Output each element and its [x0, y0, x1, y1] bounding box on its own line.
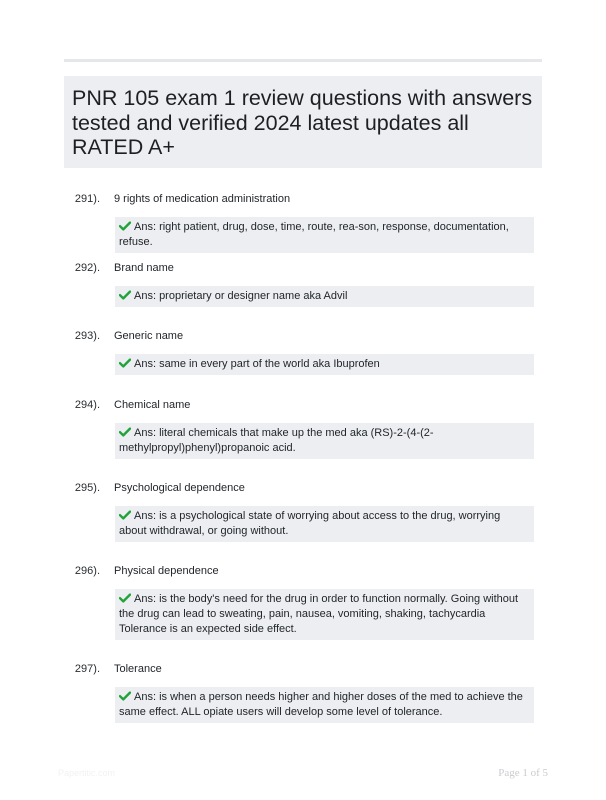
check-icon — [119, 427, 131, 437]
answer-box — [115, 589, 534, 640]
answer-box — [115, 423, 534, 459]
question-number: 297). — [74, 663, 100, 675]
check-icon — [119, 221, 131, 231]
check-icon — [119, 691, 131, 701]
question-prompt: Chemical name — [114, 399, 191, 411]
header-divider — [64, 59, 542, 62]
answer-text: Ans: same in every part of the world aka Ibuprofen — [134, 358, 380, 370]
answer-text: Ans: proprietary or designer name aka Advil — [134, 290, 348, 302]
question-prompt: Brand name — [114, 262, 174, 274]
answer-text: Ans: is a psychological state of worrying about access to the drug, worrying about withdrawal, or going without. — [119, 510, 501, 537]
answer-box — [115, 286, 534, 307]
check-icon — [119, 510, 131, 520]
question-prompt: Tolerance — [114, 663, 162, 675]
document-title: PNR 105 exam 1 review questions with answers tested and verified 2024 latest updates all RATED A+ — [72, 86, 533, 159]
answer-text: Ans: is the body's need for the drug in order to function normally. Going without the drug can lead to sweating, pain, nausea, vomiting, shaking, tachycardia Tolerance is an expected side effect. — [119, 593, 519, 635]
check-icon — [119, 290, 131, 300]
answer-text: Ans: is when a person needs higher and higher doses of the med to achieve the same effect. ALL opiate users will develop some level of tolerance. — [119, 691, 523, 718]
title-banner — [64, 76, 542, 168]
question-number: 295). — [74, 482, 100, 494]
question-number: 293). — [74, 330, 100, 342]
check-icon — [119, 358, 131, 368]
question-number: 291). — [74, 193, 100, 205]
question-prompt: Psychological dependence — [114, 482, 245, 494]
answer-text: Ans: literal chemicals that make up the med aka (RS)-2-(4-(2-methylpropyl)phenyl)propanoic acid. — [119, 427, 434, 454]
question-prompt: Physical dependence — [114, 565, 219, 577]
check-icon — [119, 593, 131, 603]
answer-box — [115, 687, 534, 723]
question-prompt: 9 rights of medication administration — [114, 193, 291, 205]
question-number: 296). — [74, 565, 100, 577]
answer-box — [115, 506, 534, 542]
answer-box — [115, 354, 534, 375]
question-number: 294). — [74, 399, 100, 411]
page-number: Page 1 of 5 — [498, 767, 548, 779]
question-prompt: Generic name — [114, 330, 184, 342]
question-number: 292). — [74, 262, 100, 274]
answer-text: Ans: right patient, drug, dose, time, route, rea-son, response, documentation, refuse. — [119, 221, 509, 248]
footer-watermark: Papertitic.com — [58, 768, 116, 778]
answer-box — [115, 217, 534, 253]
